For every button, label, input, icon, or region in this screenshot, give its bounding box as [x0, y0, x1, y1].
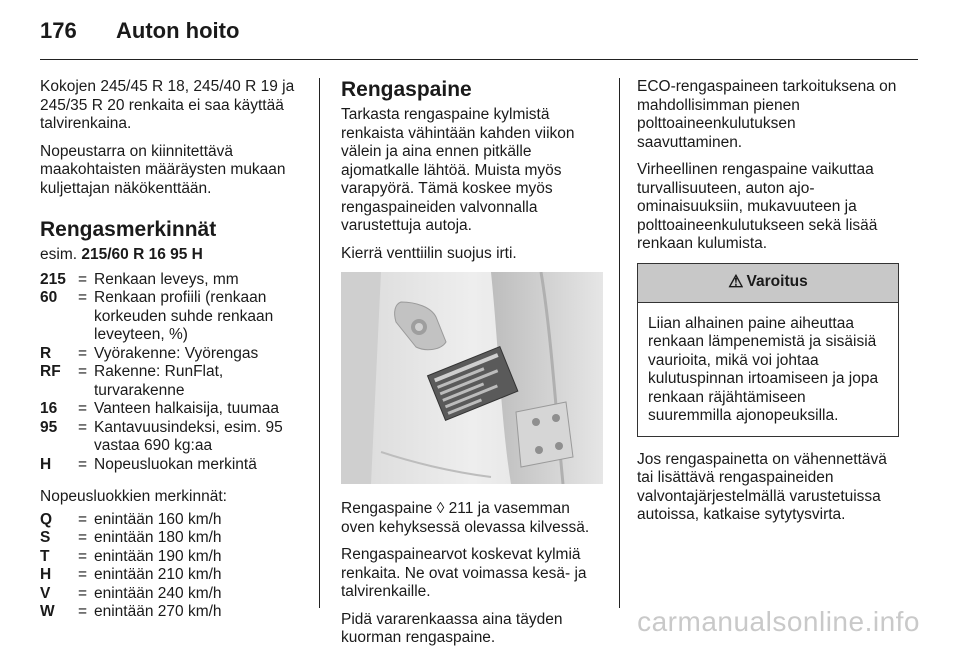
column-2	[341, 78, 603, 657]
column-divider-1	[319, 78, 320, 608]
warning-box	[637, 263, 899, 437]
definition-term: 60	[40, 289, 58, 306]
column-3	[637, 78, 899, 534]
speed-class-term: T	[40, 547, 50, 565]
equals-sign: =	[78, 400, 88, 417]
speed-class-desc: enintään 180 km/h	[94, 529, 222, 546]
page-header	[40, 18, 239, 48]
equals-sign: =	[78, 344, 88, 362]
equals-sign: =	[78, 289, 88, 306]
definition-term: 16	[40, 400, 58, 417]
equals-sign: =	[78, 584, 88, 602]
example-code: 215/60 R 16 95 H	[81, 246, 203, 263]
warning-text: Liian alhainen paine aiheuttaa renkaan lämpenemistä ja sisäisiä vaurioita, mikä voi johtaa kulutuspinnan irtoamiseen ja jopa renkaan räjähtämiseen suuremmilla ajonopeuksilla.	[648, 314, 879, 424]
definition-term: 95	[40, 418, 58, 436]
definition-row	[40, 419, 310, 456]
speed-class-desc: enintään 270 km/h	[94, 603, 222, 620]
speed-class-desc: enintään 160 km/h	[94, 510, 222, 528]
speed-class-term: V	[40, 584, 51, 602]
speed-class-row	[40, 548, 310, 567]
intro-paragraph-2: Nopeustarra on kiinnitettävä maakohtaisten määräysten mukaan kuljettajan näkökenttään.	[40, 142, 286, 197]
pressure-paragraph-1: Tarkasta rengaspaine kylmistä renkaista vähintään kahden viikon välein ja aina ennen pitkälle ajomatkalle lähtöä. Muista myös varapyörä. Tämä koskee myös rengaspaineiden valvonnalla varustettuja autoja.	[341, 106, 575, 234]
page-number: 176	[40, 18, 77, 43]
definition-term: RF	[40, 363, 61, 380]
intro-paragraph-1: Kokojen 245/45 R 18, 245/40 R 19 ja 245/35 R 20 renkaita ei saa käyttää talvirenkaina.	[40, 78, 295, 132]
definition-row	[40, 363, 310, 400]
definition-desc: Renkaan leveys, mm	[94, 270, 239, 288]
column-divider-2	[619, 78, 620, 608]
speed-class-row	[40, 603, 310, 622]
tire-marking-definitions	[40, 271, 310, 475]
definition-term: 215	[40, 270, 66, 288]
equals-sign: =	[78, 603, 88, 620]
example-line	[40, 246, 310, 265]
speed-class-row	[40, 511, 310, 530]
speed-class-row	[40, 566, 310, 585]
definition-row	[40, 456, 310, 475]
section-heading-tire-markings: Rengasmerkinnät	[40, 218, 217, 241]
definition-row	[40, 345, 310, 364]
speed-class-list	[40, 511, 310, 622]
equals-sign: =	[78, 455, 88, 473]
equals-sign: =	[78, 510, 88, 528]
column-1	[40, 78, 310, 622]
definition-row	[40, 400, 310, 419]
definition-desc: Vyörakenne: Vyörengas	[94, 344, 259, 362]
equals-sign: =	[78, 363, 88, 380]
definition-desc: Renkaan profiili (renkaan korkeuden suhde renkaan leveyteen, %)	[94, 289, 274, 343]
speed-class-row	[40, 585, 310, 604]
warning-triangle-icon: ⚠	[728, 272, 744, 292]
warning-title: Varoitus	[746, 273, 808, 291]
speed-class-intro: Nopeusluokkien merkinnät:	[40, 488, 227, 505]
speed-class-desc: enintään 190 km/h	[94, 547, 222, 565]
door-frame-tire-label-illustration	[341, 272, 603, 484]
pressure-adjust-paragraph: Jos rengaspainetta on vähennettävä tai lisättävä rengaspaineiden valvontajärjestelmällä varustetuissa autoissa, katkaise sytytysvirta.	[637, 450, 887, 523]
speed-class-row	[40, 529, 310, 548]
warning-header	[638, 264, 898, 303]
definition-term: R	[40, 344, 52, 362]
pressure-paragraph-2: Kierrä venttiilin suojus irti.	[341, 244, 517, 262]
equals-sign: =	[78, 529, 88, 546]
equals-sign: =	[78, 547, 88, 565]
definition-desc: Kantavuusindeksi, esim. 95 vastaa 690 kg:aa	[94, 418, 283, 454]
pressure-paragraph-4: Rengaspainearvot koskevat kylmiä renkaita. Ne ovat voimassa kesä- ja talvirenkaille.	[341, 546, 587, 600]
definition-desc: Rakenne: RunFlat, turvarakenne	[94, 363, 224, 399]
definition-desc: Nopeusluokan merkintä	[94, 455, 257, 473]
header-divider	[40, 59, 918, 60]
speed-class-term: W	[40, 603, 55, 620]
pressure-paragraph-5: Pidä vararenkaassa aina täyden kuorman rengaspaine.	[341, 610, 563, 646]
chapter-title: Auton hoito	[116, 18, 240, 43]
equals-sign: =	[78, 418, 88, 436]
watermark: carmanualsonline.info	[637, 606, 920, 637]
speed-class-term: H	[40, 566, 52, 583]
speed-class-desc: enintään 210 km/h	[94, 566, 222, 583]
eco-paragraph: ECO-rengaspaineen tarkoituksena on mahdollisimman pienen polttoaineenkulutuksen saavuttaminen.	[637, 78, 897, 151]
pressure-paragraph-3: Rengaspaine ◊ 211 ja vasemman oven kehyksessä olevassa kilvessä.	[341, 500, 590, 536]
definition-desc: Vanteen halkaisija, tuumaa	[94, 400, 279, 417]
equals-sign: =	[78, 270, 88, 288]
speed-class-desc: enintään 240 km/h	[94, 584, 222, 602]
section-heading-tire-pressure: Rengaspaine	[341, 78, 472, 101]
definition-row	[40, 271, 310, 290]
equals-sign: =	[78, 566, 88, 583]
speed-class-term: Q	[40, 510, 53, 528]
definition-row	[40, 289, 310, 345]
speed-class-term: S	[40, 529, 51, 546]
definition-term: H	[40, 455, 52, 473]
incorrect-pressure-paragraph: Virheellinen rengaspaine vaikuttaa turvallisuuteen, auton ajo-ominaisuuksiin, mukavuuteen ja polttoaineenkulutukseen sekä lisää renkaan kulumista.	[637, 161, 878, 252]
example-prefix: esim.	[40, 246, 78, 263]
